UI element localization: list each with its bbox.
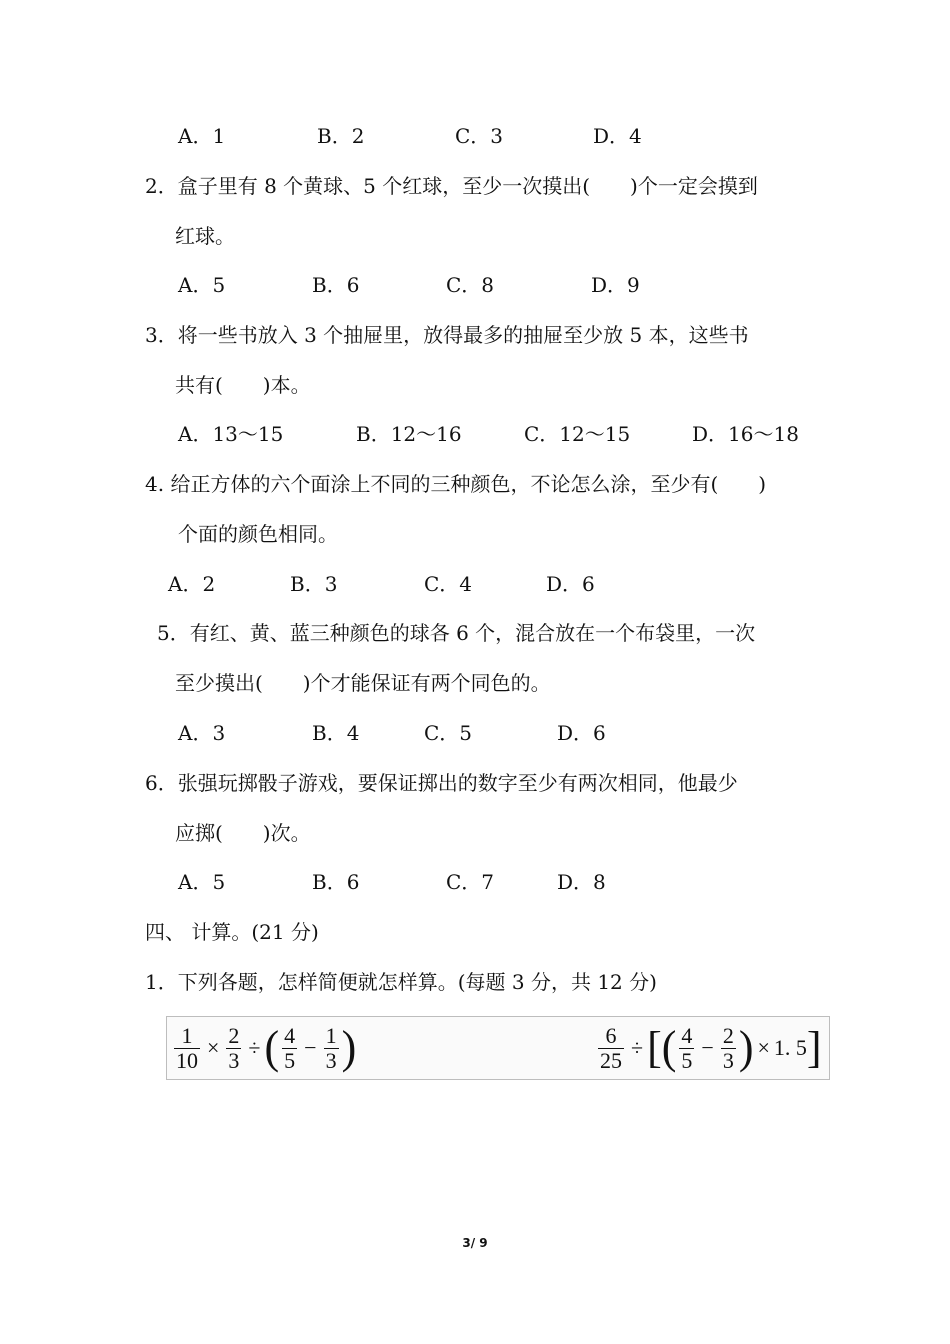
q5-text-line1: 5．有红、黄、蓝三种颜色的球各 6 个，混合放在一个布袋里，一次 <box>157 621 756 645</box>
numerator: 4 <box>681 1023 693 1049</box>
fraction <box>679 1024 694 1071</box>
q1-option-c: C．3 <box>455 124 504 148</box>
denominator: 3 <box>722 1047 734 1073</box>
q4-text-line2: 个面的颜色相同。 <box>178 522 338 546</box>
expression-1 <box>171 1023 356 1073</box>
fraction <box>226 1024 241 1071</box>
operator: ÷ <box>248 1035 261 1060</box>
numerator: 6 <box>605 1023 617 1049</box>
q2-option-d: D．9 <box>591 273 640 297</box>
fraction <box>174 1024 200 1071</box>
number: 1. 5 <box>773 1035 807 1060</box>
right-bracket: ] <box>806 1023 822 1072</box>
q6-option-c: C．7 <box>446 870 495 894</box>
denominator: 3 <box>325 1047 337 1073</box>
sub-question-1: 1．下列各题，怎样简便就怎样算。(每题 3 分，共 12 分) <box>145 970 657 994</box>
q5-text-line2: 至少摸出( )个才能保证有两个同色的。 <box>175 671 551 695</box>
fraction <box>598 1024 624 1071</box>
q2-text-line2: 红球。 <box>175 224 235 248</box>
q2-option-b: B．6 <box>312 273 360 297</box>
page-number: 3/ 9 <box>462 1236 488 1250</box>
q4-option-d: D．6 <box>546 572 595 596</box>
q6-option-a: A．5 <box>178 870 226 894</box>
q6-text-line1: 6．张强玩掷骰子游戏，要保证掷出的数字至少有两次相同，他最少 <box>145 771 738 795</box>
q4-text-line1: 4. 给正方体的六个面涂上不同的三种颜色，不论怎么涂，至少有( ) <box>145 472 767 496</box>
q3-option-b: B．12～16 <box>356 422 462 446</box>
q6-option-d: D．8 <box>557 870 606 894</box>
right-paren: ) <box>738 1021 754 1074</box>
denominator: 3 <box>228 1047 240 1073</box>
math-expression-box <box>166 1016 830 1080</box>
q5-option-c: C．5 <box>424 721 473 745</box>
q6-text-line2: 应掷( )次。 <box>175 821 311 845</box>
fraction <box>721 1024 736 1071</box>
operator: ÷ <box>631 1035 644 1060</box>
q3-option-c: C．12～15 <box>524 422 631 446</box>
numerator: 1 <box>325 1023 337 1049</box>
numerator: 1 <box>181 1023 193 1049</box>
q3-option-a: A．13～15 <box>178 422 284 446</box>
denominator: 10 <box>176 1047 198 1073</box>
section-heading: 四、 计算。(21 分) <box>145 920 319 944</box>
denominator: 5 <box>284 1047 296 1073</box>
denominator: 5 <box>681 1047 693 1073</box>
q1-option-d: D．4 <box>593 124 642 148</box>
q5-option-a: A．3 <box>178 721 226 745</box>
operator: − <box>701 1035 714 1060</box>
q1-option-a: A．1 <box>178 124 226 148</box>
q2-option-a: A．5 <box>178 273 226 297</box>
q2-text-line1: 2．盒子里有 8 个黄球、5 个红球，至少一次摸出( )个一定会摸到 <box>145 174 758 198</box>
q1-option-b: B．2 <box>317 124 365 148</box>
operator: × <box>207 1035 220 1060</box>
numerator: 2 <box>722 1023 734 1049</box>
left-bracket: [ <box>647 1023 662 1072</box>
denominator: 25 <box>600 1047 622 1073</box>
fraction <box>282 1024 297 1071</box>
q5-option-b: B．4 <box>312 721 360 745</box>
q3-text-line2: 共有( )本。 <box>175 373 311 397</box>
numerator: 2 <box>228 1023 240 1049</box>
operator: × <box>757 1035 770 1060</box>
q4-option-a: A．2 <box>168 572 216 596</box>
q4-option-b: B．3 <box>290 572 338 596</box>
fraction <box>324 1024 339 1071</box>
q2-option-c: C．8 <box>446 273 495 297</box>
left-paren: ( <box>661 1021 677 1074</box>
q5-option-d: D．6 <box>557 721 606 745</box>
q3-option-d: D．16～18 <box>692 422 799 446</box>
right-paren: ) <box>341 1021 357 1074</box>
expression-2 <box>595 1023 822 1073</box>
q6-option-b: B．6 <box>312 870 360 894</box>
numerator: 4 <box>284 1023 296 1049</box>
left-paren: ( <box>264 1021 280 1074</box>
q3-text-line1: 3．将一些书放入 3 个抽屉里，放得最多的抽屉至少放 5 本，这些书 <box>145 323 749 347</box>
operator: − <box>304 1035 317 1060</box>
q4-option-c: C．4 <box>424 572 473 596</box>
